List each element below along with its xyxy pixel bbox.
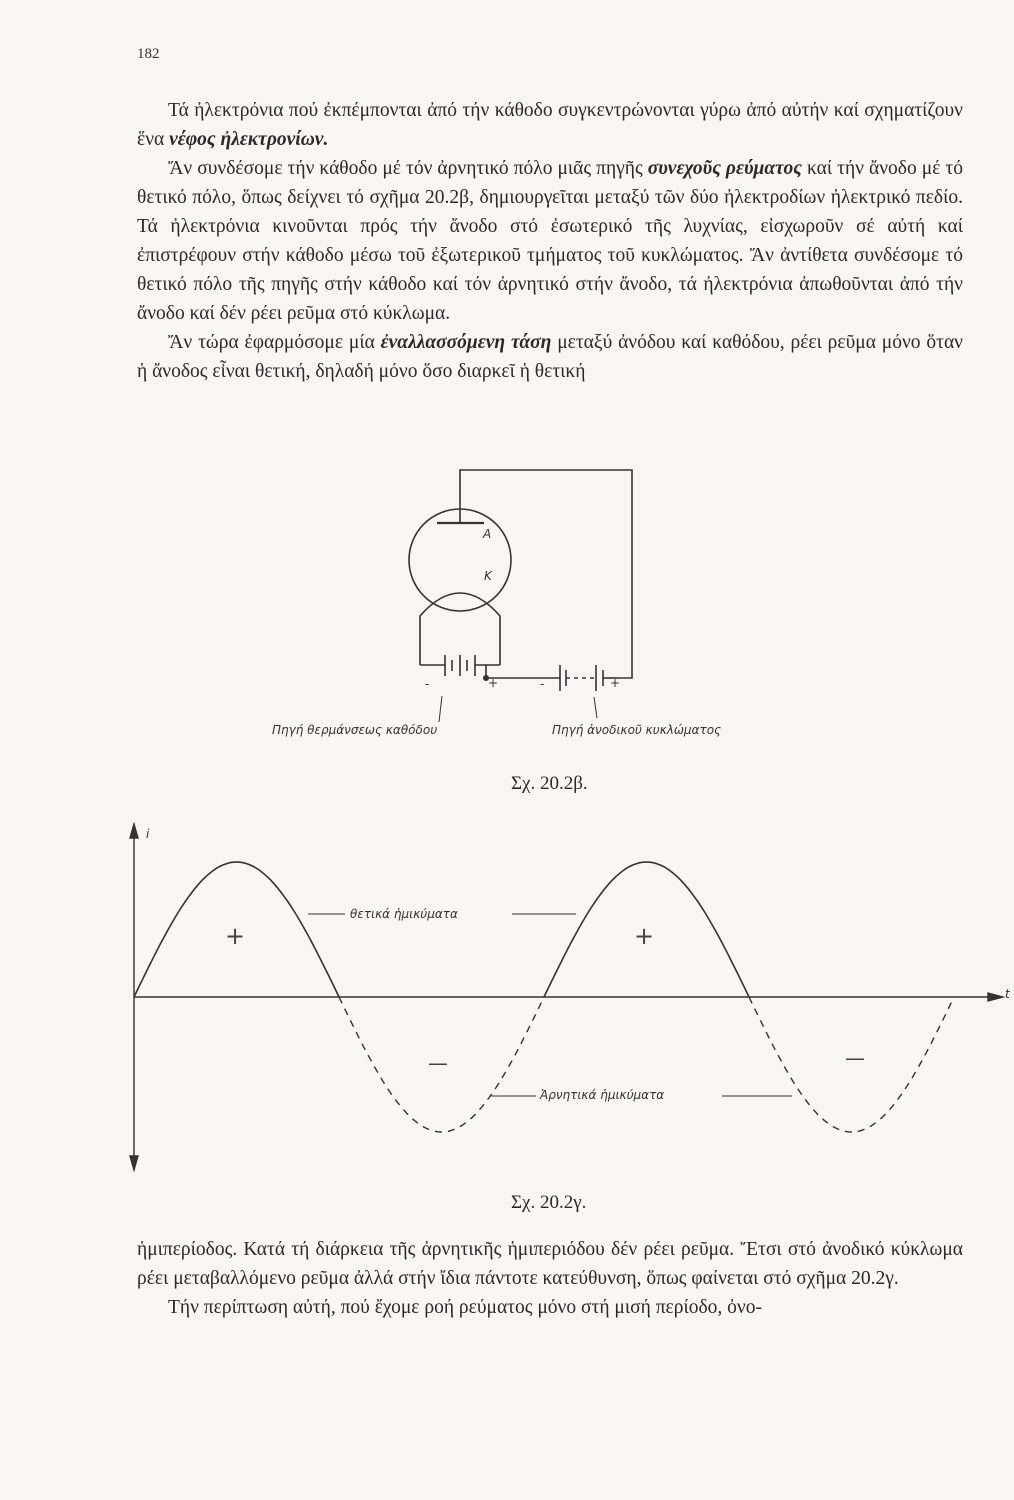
cathode-label: K <box>484 569 492 583</box>
caption-figure-c: Σχ. 20.2γ. <box>511 1192 587 1213</box>
minus-sign-2: — <box>845 1046 865 1070</box>
heater-plus: + <box>488 676 499 690</box>
anode-source-label: Πηγή ἀνοδικοῦ κυκλώματος <box>552 723 722 737</box>
paragraph-4: ἡμιπερίοδος. Κατά τή διάρκεια τῆς ἀρνητικῆς ἡμιπεριόδου δέν ρέει ρεῦμα. Ἔτσι στό ἀνοδικό κύκλωμα ρέει μεταβαλλόμενο ρεῦμα ἀλλά στήν ἴδια πάντοτε κατεύθυνση, ὅπως φαίνεται στό σχῆμα 20.2γ. <box>137 1239 963 1289</box>
paragraph-1-text: Τά ἠλεκτρόνια πού ἐκπέμπονται ἀπό τήν κάθοδο συγκεντρώνονται γύρω ἀπό αὐτήν καί σχηματίζουν ἕνα <box>137 100 963 150</box>
y-axis-label: i <box>146 827 150 841</box>
paragraph-5: Τήν περίπτωση αὐτή, πού ἔχομε ροή ρεύματος μόνο στή μισή περίοδο, ὀνο- <box>168 1297 762 1318</box>
caption-figure-b: Σχ. 20.2β. <box>511 773 588 794</box>
term-direct-current: συνεχοῦς ρεύματος <box>647 158 802 179</box>
paragraph-3-text-b: μεταξύ ἀνόδου καί καθόδου, ρέει ρεῦμα μόνο ὅταν ἡ ἄνοδος εἶναι θετική, δηλαδή μόνο ὅσο διαρκεῖ ἡ θετική <box>137 332 963 382</box>
anode-plus: + <box>610 676 621 690</box>
term-alternating-voltage: ἐναλλασσόμενη τάση <box>380 332 552 353</box>
anode-minus: - <box>540 677 545 691</box>
paragraph-2-text-a: Ἄν συνδέσομε τήν κάθοδο μέ τόν ἀρνητικό πόλο μιᾶς πηγῆς <box>168 158 648 179</box>
term-electron-cloud: νέφος ἠλεκτρονίων. <box>169 129 329 150</box>
plus-sign-2: + <box>634 922 655 950</box>
page-number: 182 <box>137 46 160 62</box>
negative-half-waves-label: Ἀρνητικά ἡμικύματα <box>540 1088 665 1102</box>
x-axis-label: t <box>1005 987 1010 1001</box>
heater-minus: - <box>425 677 430 691</box>
positive-half-waves-label: θετικά ἡμικύματα <box>350 907 458 921</box>
outro-text <box>137 1235 963 1322</box>
anode-label: A <box>483 527 492 541</box>
heater-source-label: Πηγή θερμάνσεως καθόδου <box>272 723 438 737</box>
minus-sign-1: — <box>428 1051 448 1075</box>
paragraph-3-text-a: Ἄν τώρα ἐφαρμόσομε μία <box>168 332 381 353</box>
paragraph-2-text-b: καί τήν ἄνοδο μέ τό θετικό πόλο, ὅπως δείχνει τό σχῆμα 20.2β, δημιουργεῖται μεταξύ τῶν δύο ἠλεκτροδίων ἠλεκτρικό πεδίο. Τά ἠλεκτρόνια κινοῦνται πρός τήν ἄνοδο στό ἐσωτερικό τῆς λυχνίας, εἰσχωροῦν σέ αὐτή καί ἐπιστρέφουν στήν κάθοδο μέσω τοῦ ἐξωτερικοῦ τμήματος τοῦ κυκλώματος. Ἄν ἀντίθετα συνδέσομε τό θετικό πόλο τῆς πηγῆς στήν κάθοδο καί τόν ἀρνητικό στήν ἄνοδο, τά ἠλεκτρόνια ἀπωθοῦνται ἀπό τήν ἄνοδο καί δέν ρέει ρεῦμα στό κύκλωμα. <box>137 158 964 324</box>
plus-sign-1: + <box>225 922 246 950</box>
